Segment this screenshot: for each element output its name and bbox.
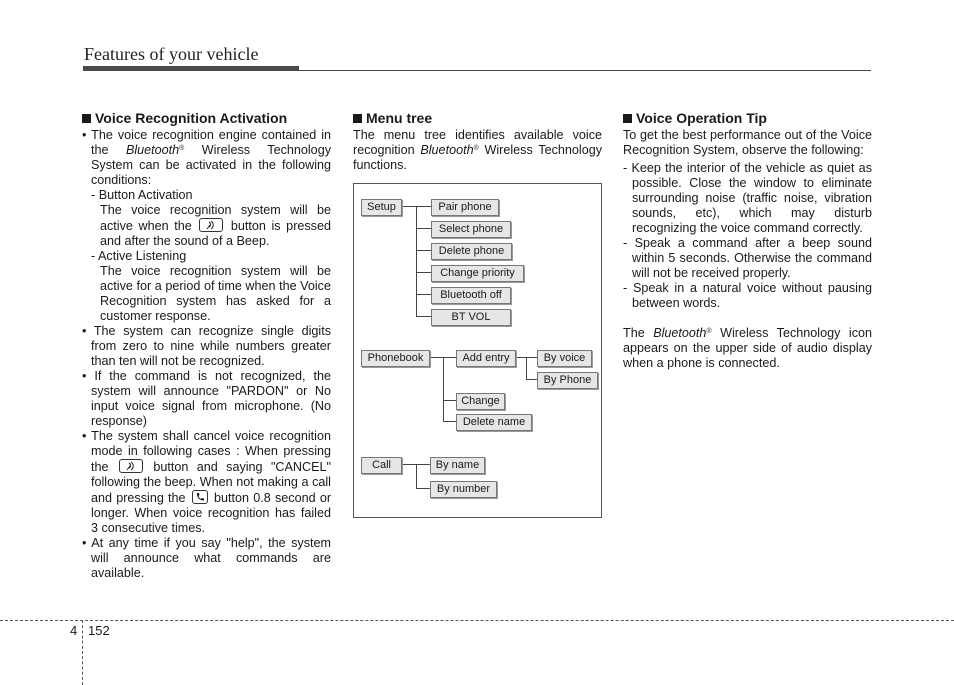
page-number: 152 [88,623,110,638]
bullet-paragraph: • The voice recognition engine contained in the Bluetooth® Wireless Technology System can be activated in the following conditions: [82,128,331,187]
voice-recognition-activation-section [82,110,331,581]
section-title: Voice Operation Tip [623,110,872,126]
square-bullet-icon [623,114,632,123]
voice-button-icon [119,459,143,473]
tree-connector [443,400,456,401]
tip-item: - Keep the interior of the vehicle as quiet as possible. Close the window to eliminate surrounding noise (traffic noise, vibration sounds, etc), which may disturb recognizing the voice command correctly. [623,161,872,235]
tree-node-phonebook: Phonebook [361,350,430,367]
tip-item: - Speak in a natural voice without pausing between words. [623,281,872,310]
bullet-paragraph: • The system can recognize single digits from zero to nine while numbers greater than ten will not be recognized. [82,324,332,368]
square-bullet-icon [82,114,91,123]
header-title: Features of your vehicle [84,44,259,64]
menu-tree-intro: The menu tree identifies available voice recognition Bluetooth® Wireless Technology functions. [353,128,603,172]
tree-node-bt-vol: BT VOL [431,309,511,326]
tree-connector [443,357,444,421]
tree-node-change-priority: Change priority [431,265,524,282]
square-bullet-icon [353,114,362,123]
tree-node-add-entry: Add entry [456,350,516,367]
tree-connector [526,379,537,380]
sub-heading: - Button Activation [91,188,193,202]
tree-node-delete-name: Delete name [456,414,532,431]
tree-connector [443,421,456,422]
phone-button-icon [192,490,208,504]
tree-connector [416,294,431,295]
chapter-number: 4 [70,623,78,638]
footer-divider [82,620,83,685]
tree-node-by-phone: By Phone [537,372,598,389]
tree-connector [416,316,431,317]
tree-node-call: Call [361,457,402,474]
menu-tree-section [353,110,602,173]
tip-intro: To get the best performance out of the Voice Recognition System, observe the following: [623,128,872,157]
bullet-paragraph: • The system shall cancel voice recognition mode in following cases : When pressing the button and saying "CANCEL" following the beep. When not making a call and pressing the button 0.8 second or longer. When voice recognition has failed 3 consecutive times. [82,429,332,535]
tree-connector [416,464,417,488]
section-title: Menu tree [353,110,602,126]
footer-rule [0,620,954,621]
tree-connector [416,250,431,251]
header-rule [299,70,871,71]
tree-node-change: Change [456,393,505,410]
voice-operation-tip-section [623,110,872,371]
bullet-paragraph: • At any time if you say "help", the system will announce what commands are available. [82,536,332,580]
tree-connector [416,228,431,229]
bullet-paragraph: • If the command is not recognized, the system will announce "PARDON" or No input voice signal from microphone. (No response) [82,369,331,428]
tree-node-setup: Setup [361,199,402,216]
bluetooth-icon-note: The Bluetooth® Wireless Technology icon appears on the upper side of audio display when a phone is connected. [623,326,872,370]
tree-connector [416,206,417,316]
tree-node-by-voice: By voice [537,350,592,367]
header-bar [83,66,299,71]
tree-node-pair-phone: Pair phone [431,199,499,216]
tree-node-by-number: By number [430,481,497,498]
tree-connector [526,357,527,379]
sub-heading: - Active Listening [91,249,187,263]
tree-connector [416,488,430,489]
tree-node-bluetooth-off: Bluetooth off [431,287,511,304]
voice-button-icon [199,218,223,232]
sub-paragraph: The voice recognition system will be active when the button is pressed and after the sound of a Beep. [100,203,331,248]
menu-tree-diagram [353,183,602,518]
tree-node-delete-phone: Delete phone [431,243,512,260]
tree-node-by-name: By name [430,457,485,474]
tree-node-select-phone: Select phone [431,221,511,238]
tree-connector [416,272,431,273]
section-title: Voice Recognition Activation [82,110,331,126]
sub-paragraph: The voice recognition system will be active for a period of time when the Voice Recognition system has asked for a customer response. [100,264,331,323]
tip-item: - Speak a command after a beep sound within 5 seconds. Otherwise the command will not be received properly. [623,236,872,280]
